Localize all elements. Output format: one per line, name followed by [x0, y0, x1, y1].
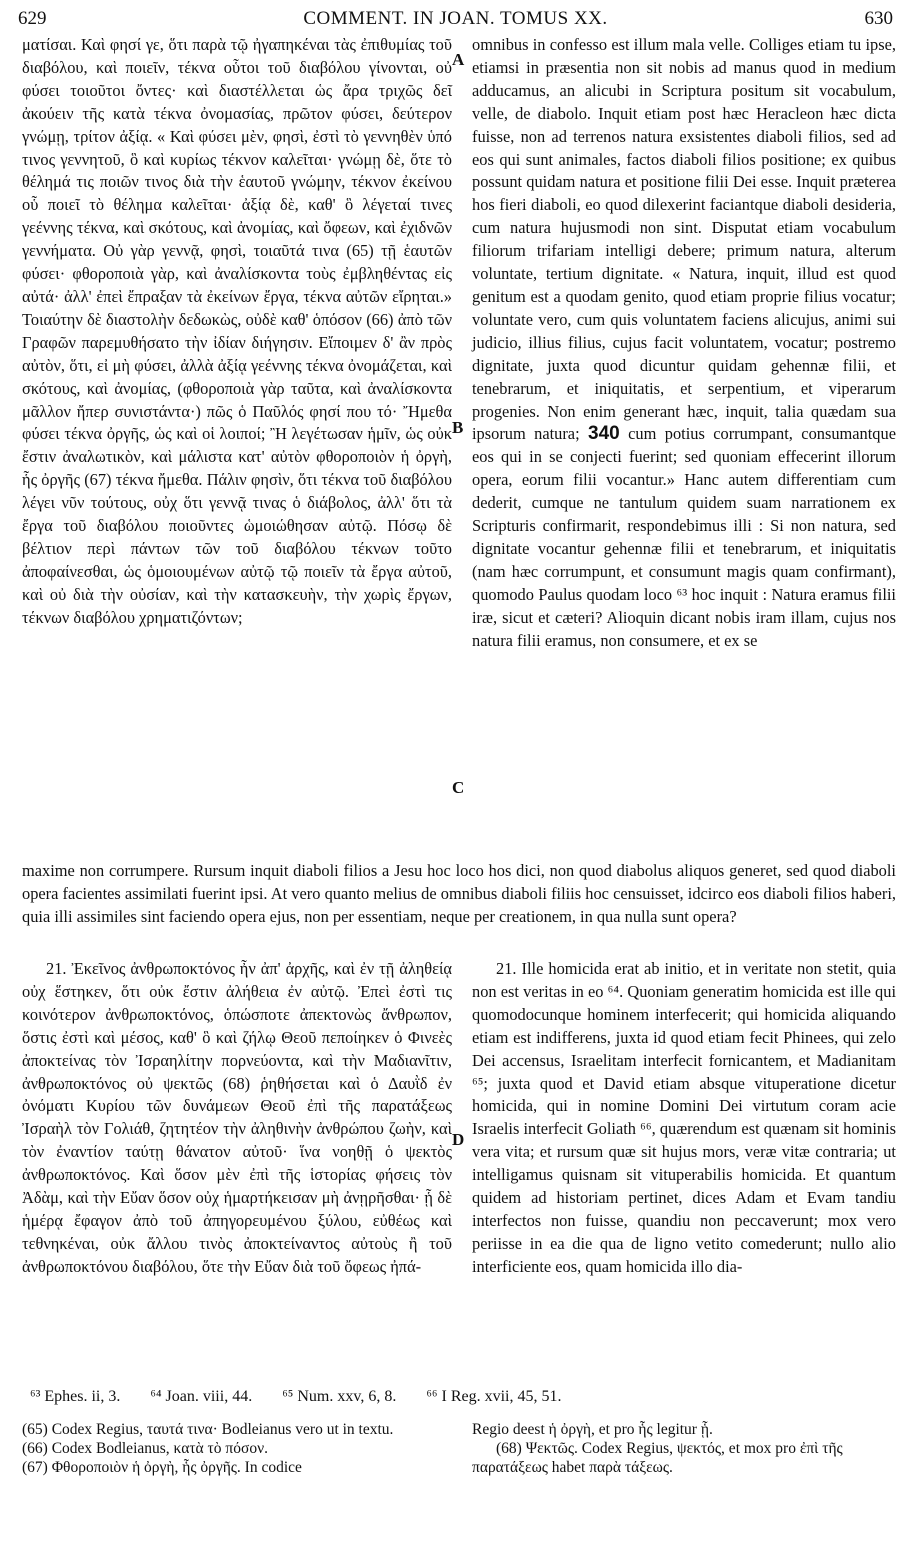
full-width-text: maxime non corrumpere. Rursum inquit diaboli filios a Jesu hoc loco hos dici, non quod diabolus aliquos generet, sed quod diaboli opera facientes assimilati fuerint ipsi. At vero quanto melius de omnibus diaboli filiis hoc censuisset, idcirco eos diaboli filios haberi, quia illi assimiles sint faciendo opera ejus, non per essentiam, neque per creationem, in qua nulla sunt opera?	[22, 861, 896, 926]
scripture-ref: ⁶⁵ Num. xxv, 6, 8.	[282, 1388, 397, 1405]
marker-d: D	[452, 1130, 465, 1149]
greek-text-upper: ματίσαι. Καὶ φησί γε, ὅτι παρὰ τῷ ἠγαπηκέναι τὰς ἐπιθυμίας τοῦ διαβόλου, καὶ ποιεῖν, τέκνα οὗτοι τοῦ διαβόλου γίνονται, οὐ φύσει τοιοῦτοι ὄντες· καὶ διαστέλλεται ὡς ἄρα τριχῶς δεῖ ἀκούειν τῆς κατὰ τέκνα ὀνομασίας, πρῶτον φύσει, δεύτερον γνώμῃ, τρίτον ἀξίᾳ. « Καὶ φύσει μὲν, φησὶ, ἐστὶ τὸ γεννηθὲν ὑπό τινος γεννητοῦ, ὃ καὶ κυρίως τέκνον καλεῖται· γνώμῃ δὲ, ὅτε τὸ θέλημά τις ποιῶν τινος διὰ τὴν ἑαυτοῦ γνώμην, τέκνον ἐκείνου οὗ ποιεῖ τὸ θέλημα καλεῖται· ἀξίᾳ δὲ, καθ' ὃ λέγεταί τινες γεέννης τέκνα, καὶ σκότους, καὶ ἀνομίας, καὶ ὄφεων, καὶ ἐχιδνῶν γεννήματα. Οὐ γὰρ γεννᾷ, φησὶ, τοιαῦτά τινα (65) τῇ ἑαυτῶν φύσει· φθοροποιὰ γὰρ, καὶ ἀναλίσκοντα τοὺς ἐμβληθέντας εἰς αὐτά· ἀλλ' ἐπεὶ ἔπραξαν τὰ ἐκείνων ἔργα, τέκνα αὐτῶν εἴρηται.» Τοιαύτην δὲ διαστολὴν δεδωκὼς, οὐδὲ καθ' ὁπόσον (66) ἀπὸ τῶν Γραφῶν παρεμυθήσατο τὴν ἰδίαν διήγησιν. Εἴποιμεν δ' ἂν πρὸς αὐτὸν, ὅτι, εἰ μὴ φύσει, ἀλλὰ ἀξίᾳ γεέννης τέκνα ὀνομάζεται, καὶ σκότους, καὶ ἀνομίας, (φθοροποιὰ γὰρ ταῦτα, καὶ ἀναλίσκοντα μᾶλλον ἤπερ συνιστάντα·) πῶς ὁ Παῦλός φησί που τό· Ἤμεθα φύσει τέκνα ὀργῆς, ὡς καὶ οἱ λοιποί; Ἢ λεγέτωσαν ἡμῖν, ὡς οὐκ ἔστιν ἀναλωτικὸν, καὶ μάλιστα κατ' αὐτὸν φθοροποιὸν ἡ ὀργὴ, ἧς ὀργῆς (67) τέκνα ἤμεθα. Πάλιν φησὶν, ὅτι τέκνα τοῦ διαβόλου λέγει νῦν τούτους, οὐχ ὅτι γεννᾷ τινας ὁ διάβολος, ἀλλ' ὅτι τὰ ἔργα τοῦ διαβόλου ποιοῦντες ὡμοιώθησαν αὐτῷ. Πόσῳ δὲ βέλτιον περὶ πάντων τῶν τοῦ διαβόλου τέκνων τοῦτο ἀποφαίνεσθαι, ὡς ὁμοιουμένων αὐτῷ τῷ ποιεῖν τὰ ἔργα αὐτοῦ, καὶ οὐ διὰ τὴν οὐσίαν, καὶ τὴν κατασκευὴν, τὴν χωρὶς ἔργων, τέκνων διαβόλου χρηματιζόντων;	[22, 35, 452, 627]
footnote: (68) Ψεκτῶς. Codex Regius, ψεκτός, et mox pro ἐπὶ τῆς παρατάξεως habet παρὰ τάξεως.	[472, 1440, 843, 1476]
full-width-latin	[22, 860, 896, 929]
column-number: 340	[588, 423, 620, 445]
page-number-left: 629	[18, 8, 47, 29]
footnote: Regio deest ἡ ὀργὴ, et pro ἧς legitur ᾗ.	[472, 1421, 713, 1438]
greek-text-lower: 21. Ἐκεῖνος ἀνθρωποκτόνος ἦν ἀπ' ἀρχῆς, καὶ ἐν τῇ ἀληθείᾳ οὐχ ἕστηκεν, ὅτι οὐκ ἔστιν ἀλήθεια ἐν αὐτῷ. Ἐπεὶ ἐστὶ τις κοινότερον ἀνθρωποκτόνος, ὁπώσποτε ἀπεκτονὼς ἄνθρωπον, ὅστις ἐστὶ καὶ μέσος, καθ' ὃ καὶ ζήλῳ Θεοῦ πεποίηκεν ὁ Φινεὲς ἀποκτείνας τὸν Ἰσραηλίτην πορνεύοντα, καὶ τὴν Μαδιανῖτιν, ἀνθρωποκτόνος οὐ ψεκτῶς (68) ῥηθήσεται καὶ ὁ Δαυῒδ ἐν ὀνόματι Κυρίου τῶν δυνάμεων Θεοῦ ἐπὶ τῆς παρατάξεως Ἰσραὴλ τὸν Γολιάθ, ζητητέον τὴν ἀληθινὴν ἀνθρώπου ζωὴν, καὶ τὸν ἐναντίον ταύτῃ θάνατον αὐτοῦ· ἵνα νοηθῇ ὁ ψεκτὸς ἀνθρωποκτόνος. Καὶ ὅσον μὲν ἐπὶ τῆς ἱστορίας φήσεις τὸν Ἀδὰμ, καὶ τὴν Εὔαν ὅσον οὐχ ἡμαρτήκεισαν μὴ ἀνῃρῆσθαι· ᾗ δὲ ἡμέρᾳ ἔφαγον ἀπὸ τοῦ ἀπηγορευμένου ξύλου, εὐθέως καὶ τεθνηκέναι, οὐκ ἄλλου τινὸς ἀποκτείναντος αὐτοὺς ἢ τοῦ ἀνθρωποκτόνου διαβόλου, ὅτε τὴν Εὔαν διὰ τοῦ ὄφεως ἠπά-	[22, 959, 452, 1276]
marker-b: B	[452, 418, 464, 437]
marker-c: C	[452, 778, 465, 797]
scripture-references	[30, 1388, 900, 1406]
latin-text-lower: 21. Ille homicida erat ab initio, et in veritate non stetit, quia non est veritas in eo ⁶⁴. Quoniam generatim homicida est ille qui quomodocunque hominem interfecerit; qui homicida aliquando etiam est indifferens, juxta id quod etiam fecit Phinees, qui zelo Dei accensus, Israelitam interfecit fornicantem, et Madianitam ⁶⁵; juxta quod et David etiam absque vituperatione dicetur homicida, qui in nomine Domini Dei virtutum coram acie Israelis interfecit Goliath ⁶⁶, quærendum est quænam sit hominis vera vita; et rursum quæ sit hujus mors, veræ vitæ contraria; ut intelligamus quisnam sit vituperabilis homicida. Et quantum quidem ad historiam pertinet, dices Adam et Evam tandiu interfectos non fuisse, quandiu non peccaverunt; mox vero periisse in ea die qua de ligno vetito comederunt; nullo alio interficiente eos, quam homicida illo dia-	[472, 959, 896, 1276]
scripture-ref: ⁶⁴ Joan. viii, 44.	[150, 1388, 253, 1405]
marker-a: A	[452, 50, 465, 69]
footnote: (65) Codex Regius, ταυτά τινα· Bodleianus vero ut in textu.	[22, 1421, 394, 1438]
running-header	[18, 8, 893, 34]
greek-column-lower	[22, 958, 452, 1279]
latin-text-upper-a: omnibus in confesso est illum mala velle. Colliges etiam tu ipse, etiamsi in præsentia non sit nobis ad manus quod in medium adducamus, an alicubi in Scriptura positum sit vocabulum, velle, de diabolo. Inquit etiam post hæc Heracleon hæc dicta fuisse, non ad terrenos natura exsistentes diaboli filios, sed ad eos qui sunt animales, factos diaboli filios positione; ex quibus possunt quidam natura et positione filii Dei esse. Inquit præterea hos fieri diaboli, eo quod dilexerint faciantque diaboli desideria, cum natura hujusmodi non sint. Disputat etiam vocabulum filiorum trifariam intelligi debere; primum natura, alterum voluntate, tertium dignitate. « Natura, inquit, illud est quod genitum est a quodam genito, quod etiam proprie filius vocatur; voluntate vero, cum quis voluntatem faciens alicujus, animi sui judicio, illius filius, cujus facit voluntatem, vocatur; postremo dignitate, juxta quod dicuntur quidam gehennæ filii, et tenebrarum, et iniquitatis, et serpentium, et viperarum progenies. Non enim generant hæc, inquit, talia quædam sua ipsorum natura;	[472, 35, 896, 444]
latin-text-upper-b: cum potius corrumpant, consumantque eos qui in se conjecti fuerint; sed quoniam effecerint illorum opera, eorum filii vocantur.» Hanc autem differentiam cum dederit, cumque ne tantulum quidem suam narrationem ex Scripturis confirmarit, respondebimus illi : Si non natura, sed dignitate vocantur gehennæ filii et tenebrarum, et iniquitatis (nam hæc corrumpunt, et consumunt magis quam confirmant), quomodo Paulus quodam loco ⁶³ hoc inquit : Natura eramus filii iræ, sicut et cæteri? Alioquin dicant nobis iram illam, cujus nos natura filii eramus, non consumere, et ex se	[472, 424, 896, 650]
scripture-ref: ⁶³ Ephes. ii, 3.	[30, 1388, 121, 1405]
latin-column-upper	[472, 34, 896, 652]
latin-column-lower	[472, 958, 896, 1279]
footnotes-right	[472, 1420, 896, 1477]
scripture-ref: ⁶⁶ I Reg. xvii, 45, 51.	[426, 1388, 562, 1405]
running-title: COMMENT. IN JOAN. TOMUS XX.	[303, 8, 608, 29]
footnote: (67) Φθοροποιὸν ἡ ὀργὴ, ἧς ὀργῆς. In codice	[22, 1459, 302, 1476]
page-number-right: 630	[864, 8, 893, 29]
greek-column-upper	[22, 34, 452, 630]
footnotes-left	[22, 1420, 452, 1477]
latin-text-upper	[472, 34, 896, 652]
footnote: (66) Codex Bodleianus, κατὰ τὸ πόσον.	[22, 1440, 268, 1457]
